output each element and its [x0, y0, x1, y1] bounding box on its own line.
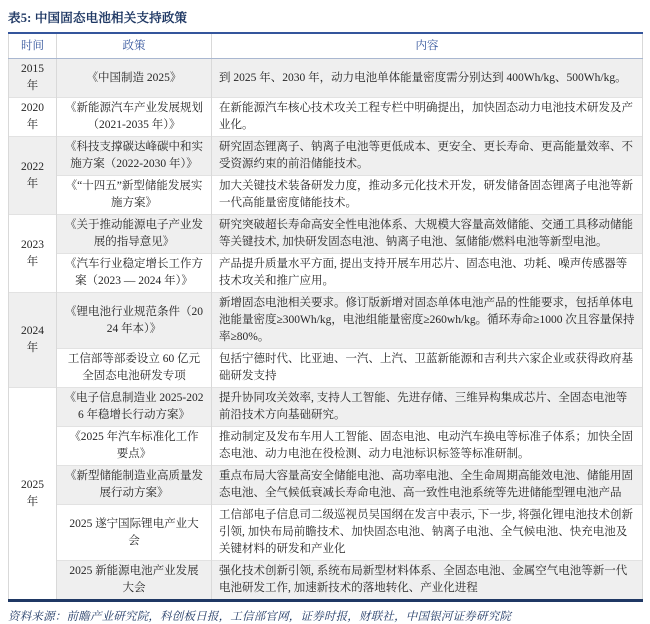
content-cell: 研究突破超长寿命高安全性电池体系、大规模大容量高效储能、交通工具移动储能等关键技术, 加快研发固态电池、钠离子电池、氢储能/燃料电池等新型电池。 — [212, 215, 643, 254]
table-row — [9, 427, 643, 466]
header-cell-policy: 政策 — [57, 33, 212, 59]
policy-cell: 《2025 年汽车标准化工作要点》 — [57, 427, 212, 466]
policy-cell: 《科技支撑碳达峰碳中和实施方案（2022-2030 年）》 — [57, 137, 212, 176]
year-cell: 2024 年 — [9, 293, 57, 388]
table-row — [9, 349, 643, 388]
policy-cell: 《关于推动能源电子产业发展的指导意见》 — [57, 215, 212, 254]
content-cell: 新增固态电池相关要求。修订版新增对固态单体电池产品的性能要求，包括单体电池能量密度≥300Wh/kg，电池组能量密度≥260wh/kg。循环寿命≥1000 次且容量保持率≥80%。 — [212, 293, 643, 349]
policy-cell: 《新型储能制造业高质量发展行动方案》 — [57, 466, 212, 505]
content-cell: 在新能源汽车核心技术攻关工程专栏中明确提出，加快固态动力电池技术研发及产业化。 — [212, 98, 643, 137]
table-row — [9, 505, 643, 561]
year-cell: 2015 年 — [9, 59, 57, 98]
year-cell: 2023 年 — [9, 215, 57, 293]
policy-cell: 《汽车行业稳定增长工作方案（2023 — 2024 年）》 — [57, 254, 212, 293]
table-row — [9, 137, 643, 176]
table-row — [9, 98, 643, 137]
source-note: 资料来源：前瞻产业研究院，科创板日报，工信部官网，证券时报，财联社，中国银河证券研究院 — [8, 611, 512, 623]
year-cell: 2025 年 — [9, 388, 57, 601]
table-row — [9, 215, 643, 254]
content-cell: 强化技术创新引领, 系统布局新型材料体系、全固态电池、金属空气电池等新一代电池研发工作, 加速新技术的落地转化、产业化进程 — [212, 561, 643, 601]
content-cell: 提升协同攻关效率, 支持人工智能、先进存储、三维异构集成芯片、全固态电池等前沿技术方向基础研究。 — [212, 388, 643, 427]
policy-cell: 《新能源汽车产业发展规划（2021-2035 年）》 — [57, 98, 212, 137]
table-header-row — [9, 33, 643, 59]
policy-cell: 2025 新能源电池产业发展大会 — [57, 561, 212, 601]
year-cell: 2022 年 — [9, 137, 57, 215]
content-cell: 包括宁德时代、比亚迪、一汽、上汽、卫蓝新能源和吉利共六家企业或获得政府基础研发支持 — [212, 349, 643, 388]
content-cell: 工信部电子信息司二级巡视员吴国纲在发言中表示, 下一步, 将强化锂电池技术创新引领, 加快布局前瞻技术、加快固态电池、钠离子电池、全气候电池、快充电池及关键材料的研发和产业化 — [212, 505, 643, 561]
content-cell: 产品提升质量水平方面, 提出支持开展车用芯片、固态电池、功耗、噪声传感器等技术攻关和推广应用。 — [212, 254, 643, 293]
policy-cell: 2025 遂宁国际锂电产业大会 — [57, 505, 212, 561]
content-cell: 到 2025 年、2030 年，动力电池单体能量密度需分别达到 400Wh/kg、500Wh/kg。 — [212, 59, 643, 98]
policy-table — [8, 32, 643, 602]
table-row — [9, 254, 643, 293]
table-row — [9, 176, 643, 215]
content-cell: 加大关键技术装备研发力度，推动多元化技术开发，研发储备固态锂离子电池等新一代高能量密度储能技术。 — [212, 176, 643, 215]
content-cell: 重点布局大容量高安全储能电池、高功率电池、全生命周期高能效电池、储能用固态电池、全气候低衰减长寿命电池、高一致性电池系统等先进储能型锂电池产品 — [212, 466, 643, 505]
table-row — [9, 59, 643, 98]
year-cell: 2020 年 — [9, 98, 57, 137]
table-row — [9, 293, 643, 349]
content-cell: 推动制定及发布车用人工智能、固态电池、电动汽车换电等标准子体系；加快全固态电池、动力电池在役检测、动力电池标识标签等标准研制。 — [212, 427, 643, 466]
content-cell: 研究固态锂离子、钠离子电池等更低成本、更安全、更长寿命、更高能量效率、不受资源约束的前沿储能技术。 — [212, 137, 643, 176]
policy-cell: 《中国制造 2025》 — [57, 59, 212, 98]
table-row — [9, 466, 643, 505]
header-cell-content: 内容 — [212, 33, 643, 59]
page-title: 表5: 中国固态电池相关支持政策 — [8, 11, 188, 25]
policy-cell: 《锂电池行业规范条件（2024 年本）》 — [57, 293, 212, 349]
table-row — [9, 561, 643, 601]
table-row — [9, 388, 643, 427]
policy-cell: 工信部等部委设立 60 亿元全固态电池研发专项 — [57, 349, 212, 388]
policy-cell: 《“十四五”新型储能发展实施方案》 — [57, 176, 212, 215]
header-cell-time: 时间 — [9, 33, 57, 59]
policy-cell: 《电子信息制造业 2025-2026 年稳增长行动方案》 — [57, 388, 212, 427]
